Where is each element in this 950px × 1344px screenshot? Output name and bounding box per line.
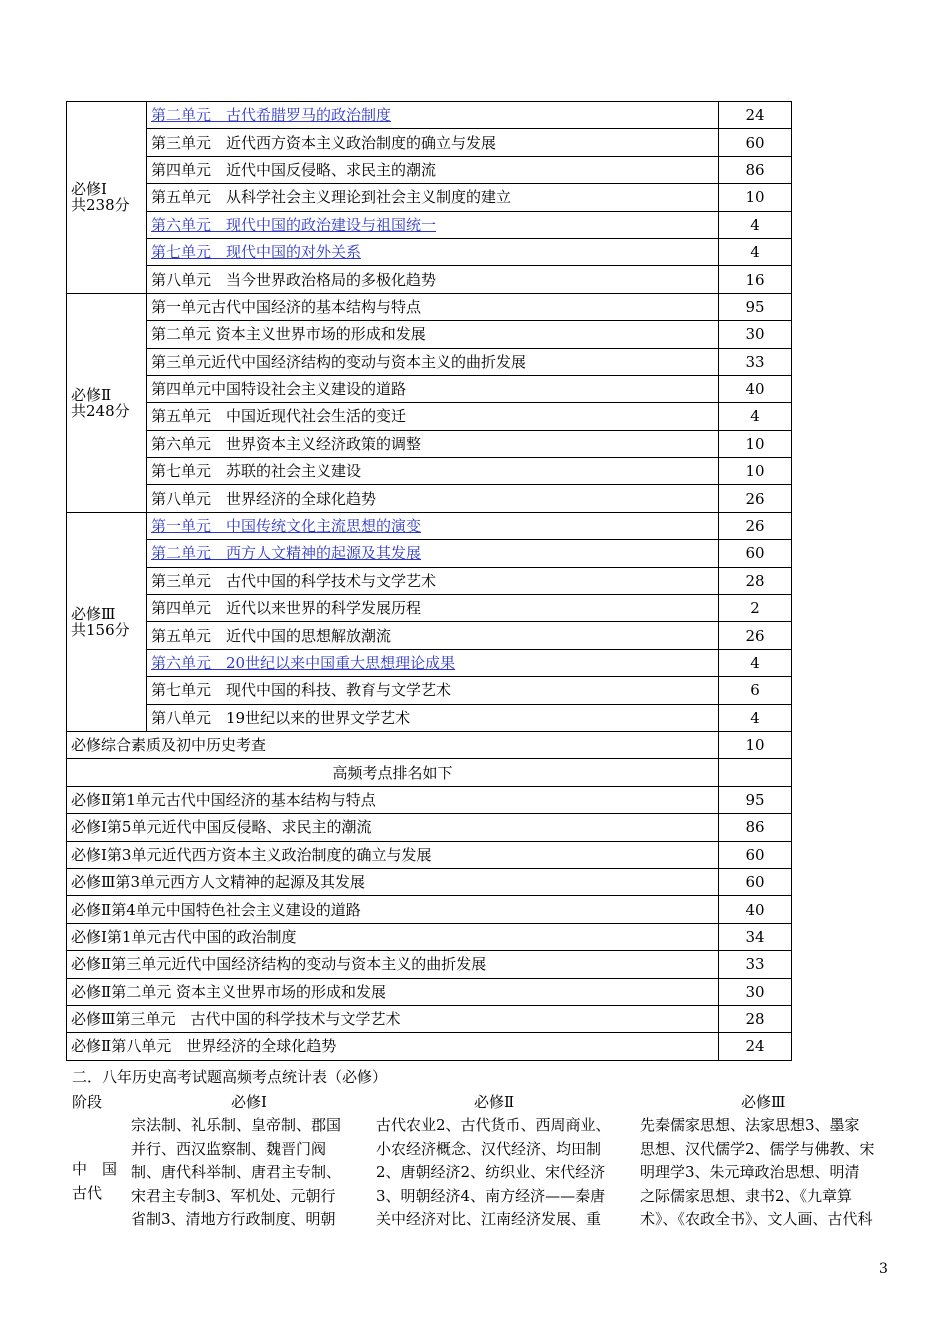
unit-cell xyxy=(147,677,719,704)
unit-score: 4 xyxy=(719,238,792,265)
era-label xyxy=(72,1157,117,1205)
text-line: 宗法制、礼乐制、皇帝制、郡国 xyxy=(131,1116,342,1134)
unit-label: 第四单元中国特设社会主义建设的道路 xyxy=(151,380,407,399)
text-line: 省制3、清地方行政制度、明朝 xyxy=(131,1210,336,1229)
unit-cell xyxy=(147,430,719,457)
module-name: 必修Ⅲ xyxy=(71,604,116,623)
unit-label: 第四单元 近代以来世界的科学发展历程 xyxy=(151,599,422,618)
unit-score: 10 xyxy=(719,430,792,457)
text-line: 宋君主专制3、军机处、元朝行 xyxy=(131,1186,336,1205)
ranking-score: 40 xyxy=(719,896,792,923)
column-bixiu-1 xyxy=(131,1114,341,1232)
unit-score: 86 xyxy=(719,156,792,183)
ranking-label: 必修Ⅱ第二单元 资本主义世界市场的形成和发展 xyxy=(67,978,719,1005)
unit-row xyxy=(67,595,792,622)
unit-cell xyxy=(147,485,719,512)
unit-label: 第三单元近代中国经济结构的变动与资本主义的曲折发展 xyxy=(151,352,527,371)
header-stage: 阶段 xyxy=(72,1093,103,1111)
ranking-row xyxy=(67,923,792,950)
text-line: 先秦儒家思想、法家思想3、墨家 xyxy=(640,1116,860,1134)
module-total: 共248分 xyxy=(71,401,130,420)
unit-link[interactable]: 第二单元 西方人文精神的起源及其发展 xyxy=(151,544,422,563)
unit-label: 第三单元 古代中国的科学技术与文学艺术 xyxy=(151,571,437,590)
ranking-label: 必修Ⅱ第三单元近代中国经济结构的变动与资本主义的曲折发展 xyxy=(67,951,719,978)
ranking-label: 必修Ⅱ第1单元古代中国经济的基本结构与特点 xyxy=(67,786,719,813)
era-line-2: 古代 xyxy=(72,1184,103,1202)
page-number: 3 xyxy=(879,1261,888,1277)
era-line-1: 中 国 xyxy=(72,1160,118,1178)
module-total: 共238分 xyxy=(71,196,130,215)
unit-score: 10 xyxy=(719,458,792,485)
unit-row xyxy=(67,293,792,320)
unit-label: 第四单元 近代中国反侵略、求民主的潮流 xyxy=(151,160,437,179)
text-line: 古代农业2、古代货币、西周商业、 xyxy=(376,1116,611,1134)
unit-row xyxy=(67,540,792,567)
ranking-label: 必修Ⅲ第3单元西方人文精神的起源及其发展 xyxy=(67,868,719,895)
text-line: 思想、汉代儒学2、儒学与佛教、宋 xyxy=(640,1139,875,1158)
unit-cell xyxy=(147,129,719,156)
unit-label: 第三单元 近代西方资本主义政治制度的确立与发展 xyxy=(151,133,497,152)
unit-cell xyxy=(147,512,719,539)
unit-cell xyxy=(147,567,719,594)
unit-row xyxy=(67,512,792,539)
unit-row xyxy=(67,403,792,430)
ranking-label: 必修Ⅲ第三单元 古代中国的科学技术与文学艺术 xyxy=(67,1005,719,1032)
unit-cell xyxy=(147,102,719,129)
ranking-row xyxy=(67,868,792,895)
unit-row xyxy=(67,238,792,265)
module-cell xyxy=(67,102,147,294)
unit-row xyxy=(67,321,792,348)
module-name: 必修Ⅰ xyxy=(71,180,107,199)
unit-cell xyxy=(147,238,719,265)
ranking-row xyxy=(67,1033,792,1060)
text-line: 关中经济对比、江南经济发展、重 xyxy=(376,1210,602,1229)
unit-row xyxy=(67,649,792,676)
unit-label: 第八单元 世界经济的全球化趋势 xyxy=(151,489,377,508)
unit-score: 60 xyxy=(719,540,792,567)
unit-score: 95 xyxy=(719,293,792,320)
ranking-score: 33 xyxy=(719,951,792,978)
unit-link[interactable]: 第六单元 现代中国的政治建设与祖国统一 xyxy=(151,215,437,234)
text-line: 之际儒家思想、隶书2、《九章算 xyxy=(640,1186,853,1205)
ranking-title-empty xyxy=(719,759,792,786)
unit-score: 28 xyxy=(719,567,792,594)
unit-cell xyxy=(147,403,719,430)
ranking-row xyxy=(67,978,792,1005)
unit-score: 4 xyxy=(719,704,792,731)
unit-row xyxy=(67,375,792,402)
unit-row xyxy=(67,211,792,238)
unit-cell xyxy=(147,321,719,348)
unit-label: 第一单元古代中国经济的基本结构与特点 xyxy=(151,297,422,316)
unit-row xyxy=(67,156,792,183)
ranking-score: 24 xyxy=(719,1033,792,1060)
unit-score: 26 xyxy=(719,512,792,539)
unit-label: 第七单元 现代中国的科技、教育与文学艺术 xyxy=(151,681,452,700)
ranking-label: 必修Ⅰ第5单元近代中国反侵略、求民主的潮流 xyxy=(67,814,719,841)
ranking-score: 30 xyxy=(719,978,792,1005)
unit-row xyxy=(67,622,792,649)
unit-cell xyxy=(147,293,719,320)
text-line: 小农经济概念、汉代经济、均田制 xyxy=(376,1139,602,1158)
unit-cell xyxy=(147,622,719,649)
ranking-score: 28 xyxy=(719,1005,792,1032)
unit-link[interactable]: 第六单元 20世纪以来中国重大思想理论成果 xyxy=(151,654,456,672)
ranking-row xyxy=(67,1005,792,1032)
module-name: 必修Ⅱ xyxy=(71,385,112,404)
unit-row xyxy=(67,129,792,156)
unit-score: 40 xyxy=(719,375,792,402)
unit-score: 33 xyxy=(719,348,792,375)
unit-row xyxy=(67,458,792,485)
unit-label: 第八单元 19世纪以来的世界文学艺术 xyxy=(151,708,411,727)
ranking-score: 95 xyxy=(719,786,792,813)
header-bixiu-3: 必修Ⅲ xyxy=(741,1093,786,1111)
unit-score: 26 xyxy=(719,622,792,649)
ranking-title-row xyxy=(67,759,792,786)
text-line: 3、明朝经济4、南方经济——秦唐 xyxy=(376,1186,606,1205)
unit-cell xyxy=(147,156,719,183)
unit-link[interactable]: 第一单元 中国传统文化主流思想的演变 xyxy=(151,517,422,536)
unit-row xyxy=(67,704,792,731)
ranking-label: 必修Ⅰ第1单元古代中国的政治制度 xyxy=(67,923,719,950)
unit-row xyxy=(67,266,792,293)
unit-score: 4 xyxy=(719,403,792,430)
unit-row xyxy=(67,485,792,512)
unit-link[interactable]: 第二单元 古代希腊罗马的政治制度 xyxy=(151,106,392,125)
unit-score: 60 xyxy=(719,129,792,156)
ranking-label: 必修Ⅱ第八单元 世界经济的全球化趋势 xyxy=(67,1033,719,1060)
unit-label: 第八单元 当今世界政治格局的多极化趋势 xyxy=(151,270,437,289)
unit-score: 24 xyxy=(719,102,792,129)
module-cell xyxy=(67,512,147,731)
module-total: 共156分 xyxy=(71,620,130,639)
unit-cell xyxy=(147,458,719,485)
section2-title: 二．八年历史高考试题高频考点统计表（必修） xyxy=(72,1068,388,1086)
unit-score: 6 xyxy=(719,677,792,704)
unit-label: 第六单元 世界资本主义经济政策的调整 xyxy=(151,434,422,453)
ranking-score: 60 xyxy=(719,841,792,868)
comprehensive-label: 必修综合素质及初中历史考查 xyxy=(67,731,719,758)
unit-cell xyxy=(147,184,719,211)
header-bixiu-1: 必修Ⅰ xyxy=(231,1093,267,1111)
unit-cell xyxy=(147,595,719,622)
unit-label: 第七单元 苏联的社会主义建设 xyxy=(151,462,362,481)
unit-link[interactable]: 第七单元 现代中国的对外关系 xyxy=(151,243,362,262)
unit-cell xyxy=(147,266,719,293)
score-table xyxy=(66,101,792,1061)
unit-cell xyxy=(147,704,719,731)
ranking-label: 必修Ⅰ第3单元近代西方资本主义政治制度的确立与发展 xyxy=(67,841,719,868)
unit-row xyxy=(67,567,792,594)
header-bixiu-2: 必修Ⅱ xyxy=(474,1093,515,1111)
ranking-label: 必修Ⅱ第4单元中国特色社会主义建设的道路 xyxy=(67,896,719,923)
unit-label: 第五单元 中国近现代社会生活的变迁 xyxy=(151,407,407,426)
unit-cell xyxy=(147,211,719,238)
unit-cell xyxy=(147,375,719,402)
unit-score: 10 xyxy=(719,184,792,211)
text-line: 2、唐朝经济2、纺织业、宋代经济 xyxy=(376,1163,606,1182)
ranking-score: 60 xyxy=(719,868,792,895)
ranking-row xyxy=(67,951,792,978)
text-line: 明理学3、朱元璋政治思想、明清 xyxy=(640,1163,860,1182)
text-line: 制、唐代科举制、唐君主专制、 xyxy=(131,1163,342,1182)
unit-cell xyxy=(147,649,719,676)
unit-score: 30 xyxy=(719,321,792,348)
ranking-score: 34 xyxy=(719,923,792,950)
ranking-row xyxy=(67,896,792,923)
column-bixiu-3 xyxy=(640,1114,875,1232)
unit-row xyxy=(67,184,792,211)
ranking-row xyxy=(67,786,792,813)
text-line: 术》、《农政全书》、文人画、古代科 xyxy=(640,1210,873,1229)
unit-cell xyxy=(147,540,719,567)
comprehensive-row xyxy=(67,731,792,758)
unit-row xyxy=(67,102,792,129)
module-cell xyxy=(67,293,147,512)
ranking-row xyxy=(67,814,792,841)
unit-score: 4 xyxy=(719,649,792,676)
unit-label: 第五单元 从科学社会主义理论到社会主义制度的建立 xyxy=(151,188,512,207)
unit-score: 16 xyxy=(719,266,792,293)
unit-label: 第五单元 近代中国的思想解放潮流 xyxy=(151,626,392,645)
text-line: 并行、西汉监察制、魏晋门阀 xyxy=(131,1139,327,1158)
unit-row xyxy=(67,348,792,375)
comprehensive-score: 10 xyxy=(719,731,792,758)
column-bixiu-2 xyxy=(376,1114,611,1232)
unit-row xyxy=(67,430,792,457)
ranking-row xyxy=(67,841,792,868)
unit-score: 26 xyxy=(719,485,792,512)
unit-score: 2 xyxy=(719,595,792,622)
unit-cell xyxy=(147,348,719,375)
unit-row xyxy=(67,677,792,704)
ranking-score: 86 xyxy=(719,814,792,841)
unit-label: 第二单元 资本主义世界市场的形成和发展 xyxy=(151,325,426,344)
unit-score: 4 xyxy=(719,211,792,238)
ranking-title: 高频考点排名如下 xyxy=(67,759,719,786)
